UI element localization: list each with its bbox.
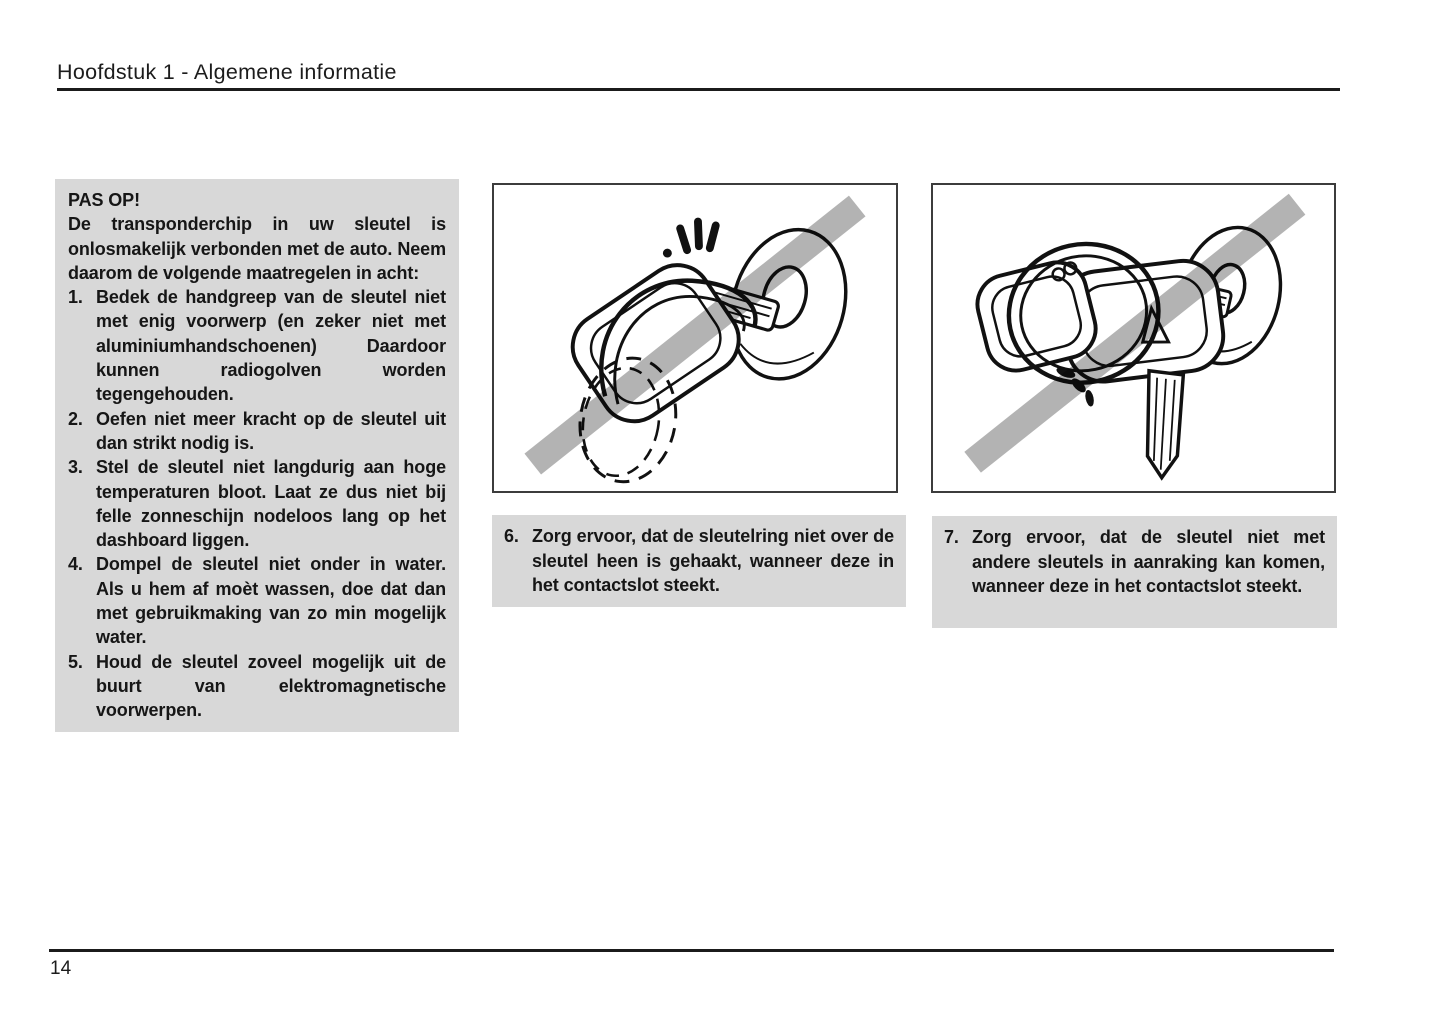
caption-7: [944, 525, 1325, 599]
warning-item: [68, 407, 446, 456]
key-blade-down: [1136, 371, 1187, 480]
item-number: 5.: [68, 651, 83, 672]
item-text: Oefen niet meer kracht op de sleutel uit dan strikt nodig is.: [96, 408, 446, 453]
warning-item: [68, 285, 446, 406]
warning-box: [55, 179, 459, 732]
figure-7-frame: [931, 183, 1336, 493]
warning-intro: De transponderchip in uw sleutel is onlosmakelijk verbonden met de auto. Neem daarom de volgende maatregelen in acht:: [68, 214, 446, 283]
keyring-over-key-illustration: [494, 185, 896, 491]
item-text: Houd de sleutel zoveel mogelijk uit de buurt van elektromagnetische voorwerpen.: [96, 651, 446, 721]
caption-7-box: [932, 516, 1337, 628]
item-text: Bedek de handgreep van de sleutel niet met enig voorwerp (en zeker niet met aluminiumhandschoenen) Daardoor kunnen radiogolven worden tegengehouden.: [96, 287, 446, 405]
caption-6-box: [492, 515, 906, 607]
header-rule: [57, 88, 1340, 91]
warning-item: [68, 650, 446, 723]
caption-6: [504, 524, 894, 598]
caption-text: Zorg ervoor, dat de sleutel niet met andere sleutels in aanraking kan komen, wanneer deze in het contactslot steekt.: [972, 527, 1325, 596]
caption-text: Zorg ervoor, dat de sleutelring niet over de sleutel heen is gehaakt, wanneer deze in het contactslot steekt.: [532, 526, 894, 595]
chapter-header: Hoofdstuk 1 - Algemene informatie: [57, 60, 397, 84]
caption-number: 7.: [944, 527, 959, 547]
page-number: 14: [50, 958, 72, 979]
emphasis-marks: [663, 222, 716, 258]
item-text: Stel de sleutel niet langdurig aan hoge temperaturen bloot. Laat ze dus niet bij felle zonneschijn nodeloos lang op het dashboard liggen.: [96, 457, 446, 551]
item-number: 4.: [68, 554, 83, 575]
item-number: 3.: [68, 457, 83, 478]
caption-number: 6.: [504, 526, 519, 546]
keys-touching-illustration: [933, 185, 1334, 491]
item-number: 1.: [68, 287, 83, 308]
item-number: 2.: [68, 408, 83, 429]
warning-title: PAS OP!: [68, 190, 140, 210]
figure-6-frame: [492, 183, 898, 493]
item-text: Dompel de sleutel niet onder in water. Als u hem af moèt wassen, doe dat dan met gebruikmaking van zo min mogelijk water.: [96, 554, 446, 648]
warning-item: [68, 552, 446, 649]
footer-rule: [49, 949, 1334, 952]
warning-item: [68, 455, 446, 552]
